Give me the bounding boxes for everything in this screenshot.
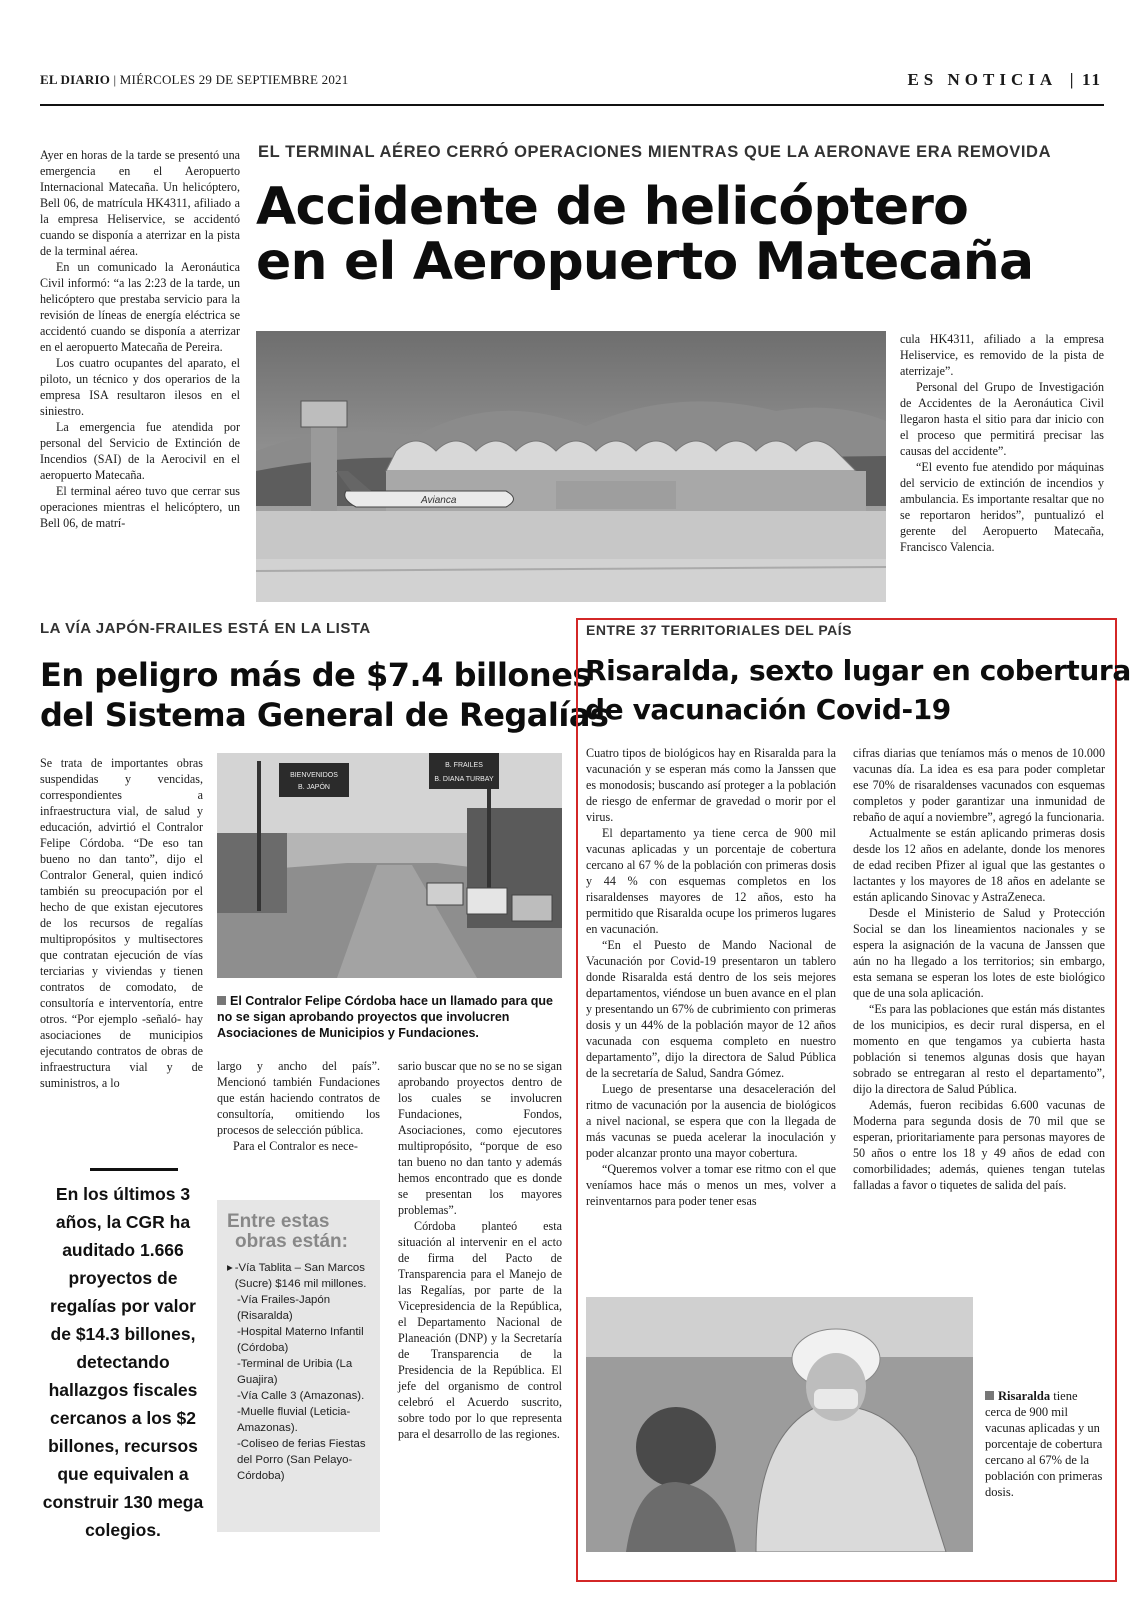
list-item: -Terminal de Uribia (La Guajira) (237, 1358, 353, 1386)
list-item: -Hospital Materno Infantil (Córdoba) (237, 1326, 364, 1354)
page-header-right: ES NOTICIA | 11 (907, 70, 1102, 89)
story1-column-left: Ayer en horas de la tarde se presentó una emergencia en el Aeropuerto Internacional Matecaña. Un helicóptero, Bell 06, de matrícula HK4311, afiliado a la empresa Heliservice, se accidentó cuando se disponía a aterrizar en la pista de la terminal aérea. En un comunicado la Aeronáutica Civil informó: “a las 2:23 de la tarde, un helicóptero que prestaba servicio para la revisión de líneas de energía eléctrica se accidentó cuando se disponía a aterrizar en el aeropuerto Matecaña de Pereira. Los cuatro ocupantes del aparato, el piloto, un técnico y dos operarios de la empresa ISA resultaron ilesos en el siniestro. La emergencia fue atendida por personal del Servicio de Extinción de Incendios (SAI) de la Aerocivil en el aeropuerto Matecaña. El terminal aéreo tuvo que cerrar sus operaciones mientras el helicóptero, un Bell 06, de matrí- (40, 148, 240, 530)
list-item: -Vía Frailes-Japón (Risaralda) (237, 1294, 331, 1322)
header-rule (40, 104, 1104, 106)
story2-column-a: Se trata de importantes obras suspendidas y vencidas, correspondientes a infraestructura vial, de salud y educación, advirtió el Contralor Felipe Córdoba. “De eso tan bueno no dan tanto”, dijo el Contralor General, quien indicó también su preocupación por el hecho de que existan ejecutores de los recursos de regalías multipropósitos y multisectores que contratan ejecución de vías terciarias y viviendas y tienen contratos de comodato, de consultoría e interventoría, entre otros. “Por ejemplo -señaló- hay asociaciones de municipios ejecutando contratos de obras de infraestructura vial y de suministros, a lo (40, 756, 203, 1090)
svg-text:B. FRAILES: B. FRAILES (445, 762, 483, 769)
road-photo (217, 753, 562, 978)
caption-bullet-icon (217, 996, 226, 1005)
airport-photo (256, 331, 886, 602)
svg-text:BIENVENIDOS: BIENVENIDOS (290, 772, 338, 779)
vaccination-illustration (586, 1297, 973, 1552)
svg-text:Avianca: Avianca (421, 495, 457, 506)
story2-photo-caption: El Contralor Felipe Córdoba hace un llamado para que no se sigan aprobando proyectos que involucren Asociaciones de Municipios y Fundaciones. (217, 994, 553, 1040)
works-list-box (217, 1200, 380, 1532)
list-item: ▸ -Vía Tablita – San Marcos (Sucre) $146 mil millones. (227, 1262, 367, 1290)
story1-kicker: EL TERMINAL AÉREO CERRÓ OPERACIONES MIENTRAS QUE LA AERONAVE ERA REMOVIDA (258, 143, 1052, 161)
pull-quote-rule (90, 1168, 178, 1171)
story3-column-b: cifras diarias que teníamos más o menos de 10.000 vacunas día. La idea es esa para poder completar ese 70% de risaraldenses vacunados con esquemas completos y poder garantizar una inmunidad de rebaño de aquí a noviembre”, agregó la funcionaria. Actualmente se están aplicando primeras dosis desde los 12 años en adelante, donde los menores de edad reciben Pfizer al igual que las gestantes o lactantes y los mayores de 18 años en adelante se están aplicando Sinovac y AstraZeneca. Desde el Ministerio de Salud y Protección Social se dan los lineamientos nacionales y se espera la asignación de la vacuna de Janssen que aún no ha llegado a los territorios; sin embargo, esta semana se esperan los lotes de este biológico que de una sola aplicación. “Es para las poblaciones que están más distantes de los municipios, es decir rural dispersa, en el momento en que tengamos ya cubierta hasta población si tenemos algunas dosis que hayan sobrado se entregaran al resto el departamento”, dijo la directora de Salud Pública. Además, fueron recibidas 6.600 vacunas de Moderna para segunda dosis de 70 mil que se esperan, prioritariamente para personas mayores de 50 años o entre los 18 y 49 años de edad con comorbilidades; además, quienes tengan tutelas falladas a favor o tiquetes de salida del país. (853, 746, 1105, 1192)
story2-column-b: largo y ancho del país”. Mencionó también Fundaciones que están haciendo contratos de consultoría, omitiendo los procesos de selección pública. Para el Contralor es nece- (217, 1059, 380, 1153)
story2-column-c: sario buscar que no se no se sigan aprobando proyectos dentro de los cuales se involucren Fundaciones, Fondos, Asociaciones, como ejecutores multipropósito, “porque de eso tan bueno no dan tanto y además hemos encontrado que es donde se presentan los mayores problemas”. Córdoba planteó esta situación al intervenir en el acto de firma del Pacto de Transparencia para el Manejo de las Regalías, por parte de la Vicepresidencia de la República, el Departamento Nacional de Planeación (DNP) y la Secretaría de Transparencia de la Presidencia de la República. El jefe del organismo de control celebró el Acuerdo suscrito, sobre todo por lo que representa para el desarrollo de las regiones. (398, 1059, 562, 1441)
list-item: -Vía Calle 3 (Amazonas). (237, 1390, 365, 1402)
story1-headline: Accidente de helicóptero en el Aeropuerto Matecaña (256, 177, 1034, 292)
story3-kicker: ENTRE 37 TERRITORIALES DEL PAÍS (586, 622, 852, 638)
svg-text:B. JAPÓN: B. JAPÓN (298, 784, 330, 791)
section-name: ES NOTICIA (907, 70, 1057, 89)
svg-text:B. DIANA TURBAY: B. DIANA TURBAY (434, 776, 494, 783)
story2-headline: En peligro más de $7.4 billones del Sistema General de Regalías (40, 656, 609, 734)
story3-headline: Risaralda, sexto lugar en cobertura de vacunación Covid-19 (585, 654, 1131, 726)
story2-kicker: LA VÍA JAPÓN-FRAILES ESTÁ EN LA LISTA (40, 620, 371, 637)
page-number: 11 (1081, 70, 1102, 89)
issue-date: MIÉRCOLES 29 DE SEPTIEMBRE 2021 (119, 72, 349, 87)
caption-bullet-icon (985, 1391, 994, 1400)
story3-photo-caption: Risaralda tiene cerca de 900 mil vacunas aplicadas y un porcentaje de cobertura cercano al 67% de la población con primeras dosis. (985, 1389, 1103, 1499)
list-item: -Coliseo de ferias Fiestas del Porro (San Pelayo-Córdoba) (237, 1438, 366, 1482)
pull-quote: En los últimos 3 años, la CGR ha auditado 1.666 proyectos de regalías por valor de $14.3 billones, detectando hallazgos fiscales cercanos a los $2 billones, recursos que equivalen a construir 130 mega colegios. (42, 1184, 204, 1540)
paper-name: EL DIARIO (40, 72, 111, 87)
story3-column-a: Cuatro tipos de biológicos hay en Risaralda para la vacunación y se esperan más como la Janssen que es monodosis; buscando así proteger a la población de riesgo de enfermar de gravedad o morir por el virus. El departamento ya tiene cerca de 900 mil vacunas aplicadas y un porcentaje de cobertura cercano al 67 % de la población con primeras dosis y 44 % con esquemas completos en los risaraldenses mayores de 12 años, esto ha permitido que Risaralda ocupe los primeros lugares en vacunación. “En el Puesto de Mando Nacional de Vacunación por Covid-19 presentaron un tablero donde Risaralda está dentro de los seis mejores departamentos, viéndose un buen avance en el plan y presentando un 67% de cubrimiento con primeras dosis y un 44% de la población mayor de 12 años vacunada con esquema completo en nuestro departamento”, dijo la directora de Salud Pública de la secretaría de Salud, Sandra Gómez. Luego de presentarse una desaceleración del ritmo de vacunación por la ausencia de biológicos a nivel nacional, se espera que con la llegada de más vacunas se pueda acelerar la inoculación y poder alcanzar pronto una mayor cobertura. “Queremos volver a tomar ese ritmo con el que veníamos hace más o menos un mes, volver a reinventarnos para poder tener esas (586, 746, 836, 1208)
arrow-bullet-icon: ▸ (227, 1262, 233, 1274)
story1-column-right: cula HK4311, afiliado a la empresa Heliservice, es removido de la pista de aterrizaje”. Personal del Grupo de Investigación de Accidentes de la Aeronáutica Civil llegaron hasta el sitio para dar inicio con el proceso que permitirá precisar las causas del accidente”. “El evento fue atendido por máquinas del servicio de extinción de incendios y ambulancia. Es importante resaltar que no se reportaron heridos”, puntualizó el gerente del Aeropuerto Matecaña, Francisco Valencia. (900, 332, 1104, 554)
road-illustration (217, 753, 562, 978)
page-header-left: EL DIARIO | MIÉRCOLES 29 DE SEPTIEMBRE 2021 (40, 72, 349, 87)
list-item: -Muelle fluvial (Leticia-Amazonas). (237, 1406, 351, 1434)
works-list-title: Entre estas obras están: (227, 1211, 348, 1252)
works-list (227, 1260, 375, 1484)
airport-illustration (256, 331, 886, 602)
vaccination-photo (586, 1297, 973, 1552)
